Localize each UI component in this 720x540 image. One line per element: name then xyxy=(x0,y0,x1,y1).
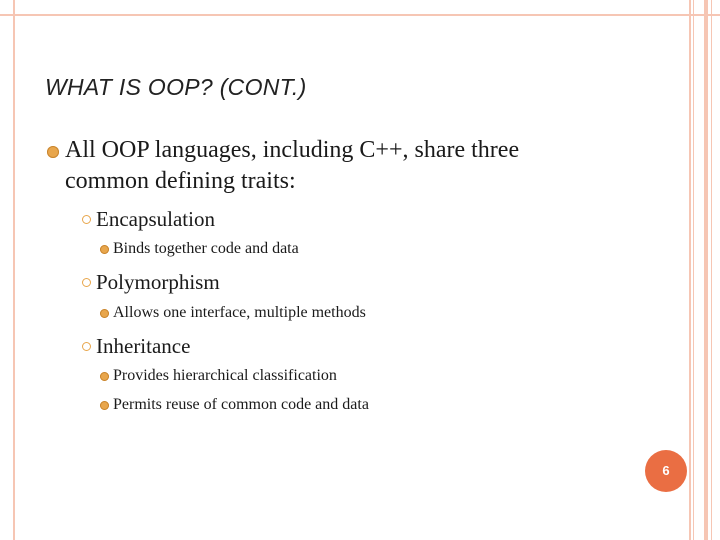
main-bullet-line-1: All OOP languages, including C++, share three xyxy=(65,137,520,163)
filled-circle-bullet-icon xyxy=(47,146,59,158)
border-line-left xyxy=(13,0,15,540)
trait-detail-text: Provides hierarchical classification xyxy=(113,367,337,384)
filled-circle-bullet-icon xyxy=(100,245,109,254)
border-line-top xyxy=(0,14,720,16)
trait-encapsulation xyxy=(82,206,215,232)
filled-circle-bullet-icon xyxy=(100,372,109,381)
trait-detail xyxy=(100,366,337,386)
trait-detail-text: Permits reuse of common code and data xyxy=(113,396,369,413)
hollow-circle-bullet-icon xyxy=(82,342,91,351)
trait-label: Polymorphism xyxy=(96,270,220,294)
trait-detail xyxy=(100,303,366,323)
slide-title: WHAT IS OOP? (CONT.) xyxy=(45,74,307,100)
trait-detail-text: Allows one interface, multiple methods xyxy=(113,304,366,321)
border-line-right xyxy=(689,0,691,540)
border-line-right xyxy=(711,0,712,540)
main-bullet xyxy=(47,135,519,197)
trait-detail xyxy=(100,239,299,259)
trait-detail-text: Binds together code and data xyxy=(113,240,299,257)
hollow-circle-bullet-icon xyxy=(82,215,91,224)
trait-polymorphism xyxy=(82,269,220,295)
filled-circle-bullet-icon xyxy=(100,401,109,410)
trait-detail xyxy=(100,395,369,415)
filled-circle-bullet-icon xyxy=(100,309,109,318)
main-bullet-line-2: common defining traits: xyxy=(65,168,296,194)
trait-label: Inheritance xyxy=(96,334,191,358)
trait-label: Encapsulation xyxy=(96,207,215,231)
hollow-circle-bullet-icon xyxy=(82,278,91,287)
border-line-right xyxy=(693,0,694,540)
page-number-badge: 6 xyxy=(645,450,687,492)
trait-inheritance xyxy=(82,333,190,359)
border-line-right xyxy=(704,0,708,540)
